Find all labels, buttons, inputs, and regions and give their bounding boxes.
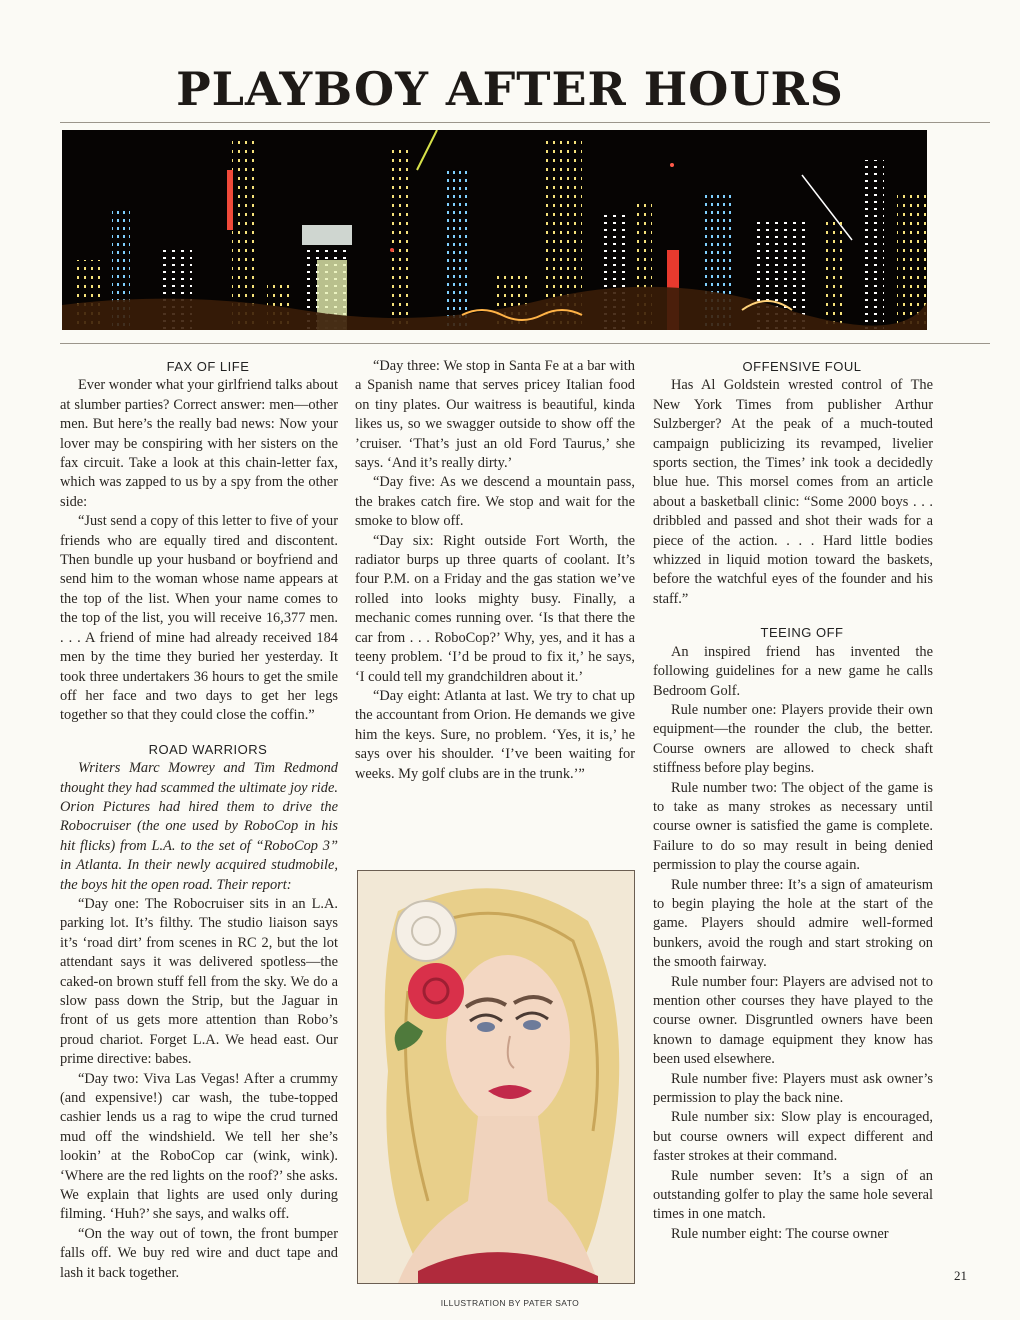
golf-intro: An inspired friend has invented the following guidelines for a new game he calls Bedroom Golf. <box>653 643 933 699</box>
road-day-three: “Day three: We stop in Santa Fe at a bar with a Spanish name that serves pricey Italian food on tiny plates. Our waitress is beautiful, kinda likes us, so we swagger outside to show off the ’cruiser. ‘That’s just an old Ford Taurus,’ she says. ‘And it’s really dirty.’ <box>355 358 635 472</box>
golf-rule-five: Rule number five: Players must ask owner’s permission to play the back nine. <box>653 1070 933 1107</box>
fax-paragraph: Ever wonder what your girlfriend talks about at slumber parties? Correct answer: men—other men. But here’s the really bad news: Now your lover may be conspiring with her sisters on the fax circuit. Take a look at this chain-letter fax, which was zapped to us by a spy from the other side: <box>60 377 338 510</box>
road-front-bumper: “On the way out of town, the front bumper falls off. We buy red wire and duct tape and lash it back together. <box>60 1225 338 1281</box>
road-intro: Writers Marc Mowrey and Tim Redmond thought they had scammed the ultimate joy ride. Orion Pictures had hired them to drive the Robocruiser (the one used by RoboCop in his hit flicks) from L.A. to the set of “RoboCop 3” in Atlanta. In their newly acquired studmobile, the boys hit the open road. Their report: <box>60 760 338 893</box>
city-skyline-illustration <box>62 130 927 330</box>
page-number: 21 <box>954 1268 967 1283</box>
column-left <box>60 357 338 1283</box>
foul-paragraph: Has Al Goldstein wrested control of The New York Times from publisher Arthur Sulzberger? At the peak of a much-touted campaign publicizing its revamped, livelier sports section, the Times’ ink took a decidedly blue hue. This morsel comes from an article about a basketball clinic: “Some 2000 boys . . . dribbled and passed and shot their wads for a piece of the action. . . . Hard little bodies whizzed in liquid motion toward the baskets, before the watchful eyes of the founder and his staff.” <box>653 377 933 607</box>
golf-rule-two: Rule number two: The object of the game is to take as many strokes as necessary until course owner is satisfied the game is complete. Failure to do so may result in being denied permission to play the course again. <box>653 779 933 874</box>
column-middle <box>355 357 635 784</box>
golf-rule-one: Rule number one: Players provide their own equipment—the rounder the club, the better. Course owners are allowed to check shaft stiffness before play begins. <box>653 701 933 777</box>
title-rule <box>60 122 990 123</box>
golf-rule-seven: Rule number seven: It’s a sign of an outstanding golfer to play the same hole several times in one match. <box>653 1167 933 1223</box>
portrait-illustration <box>357 870 635 1284</box>
golf-rule-eight: Rule number eight: The course owner <box>671 1225 889 1242</box>
road-day-two: “Day two: Viva Las Vegas! After a crummy (and expensive!) car wash, the tube-topped cashier lends us a rag to wipe the crud turned mud off the windshield. We tell her she’s lookin’ at the RoboCop car (wink, wink). ‘Where are the red lights on the roof?’ she asks. We explain that lights are used only during filming. ‘Huh?’ she says, and walks off. <box>60 1070 338 1223</box>
illustration-rule <box>60 343 990 344</box>
golf-rule-four: Rule number four: Players are advised not to mention other courses they have played to the course owner. Disgruntled owners have been known to damage equipment they know has been used elsewhere. <box>653 973 933 1068</box>
fax-letter: “Just send a copy of this letter to five of your friends who are equally tired and discontent. Then bundle up your husband or boyfriend and send him to the woman whose name appears at the top of the list. When your name comes to the top of the list, you will receive 16,377 men. . . . A friend of mine had already received 184 men by the time they buried her yesterday. It took three undertakers 36 hours to get the smile off her face and two days to get her legs together so that they could close the coffin.” <box>60 513 338 724</box>
section-heading-golf: TEEING OFF <box>760 625 844 641</box>
section-heading-road: ROAD WARRIORS <box>148 741 268 757</box>
golf-rule-three: Rule number three: It’s a sign of amateurism to begin playing the hole at the start of the game. Players should admire well-formed bunkers, avoid the rough and start stroking on the smooth fairway. <box>653 876 933 971</box>
road-day-five: “Day five: As we descend a mountain pass, the brakes catch fire. We stop and wait for the smoke to blow off. <box>355 474 635 530</box>
page-title: PLAYBOY AFTER HOURS <box>176 62 844 116</box>
road-day-one: “Day one: The Robocruiser sits in an L.A. parking lot. It’s filthy. The studio liaison says it’s ‘road dirt’ from scenes in RC 2, but the lot attendant says it was delivered spotless—the caked-on brown stuff fell from the sky. We do a slow pass down the Strip, but the Jaguar in front of us gets more attention than Robo’s proud chariot. Forget L.A. We head east. Our prime directive: babes. <box>60 895 338 1068</box>
illustration-credit: ILLUSTRATION BY PATER SATO <box>440 1298 580 1308</box>
section-heading-fax: FAX OF LIFE <box>166 359 250 374</box>
column-right <box>653 357 933 1244</box>
road-day-eight: “Day eight: Atlanta at last. We try to chat up the accountant from Orion. He demands we give him the keys. Sure, no problem. ‘Yes, it is,’ he says over his shoulder. ‘I’ve been waiting for weeks. My golf clubs are in the trunk.’” <box>355 687 635 782</box>
road-day-six: “Day six: Right outside Fort Worth, the radiator burps up three quarts of coolant. It’s four P.M. on a Friday and the gas station we’ve rolled into looks mighty busy. Finally, a mechanic comes running over. ‘Is that there the car from . . . RoboCop?’ Why, yes, and it has a teeny problem. ‘I’d be proud to fix it,’ he says, ‘I could tell my grandchildren about it.’ <box>355 532 635 685</box>
golf-rule-six: Rule number six: Slow play is encouraged, but course owners will expect different and faster strokes at their command. <box>653 1109 933 1165</box>
section-heading-foul: OFFENSIVE FOUL <box>742 359 862 374</box>
